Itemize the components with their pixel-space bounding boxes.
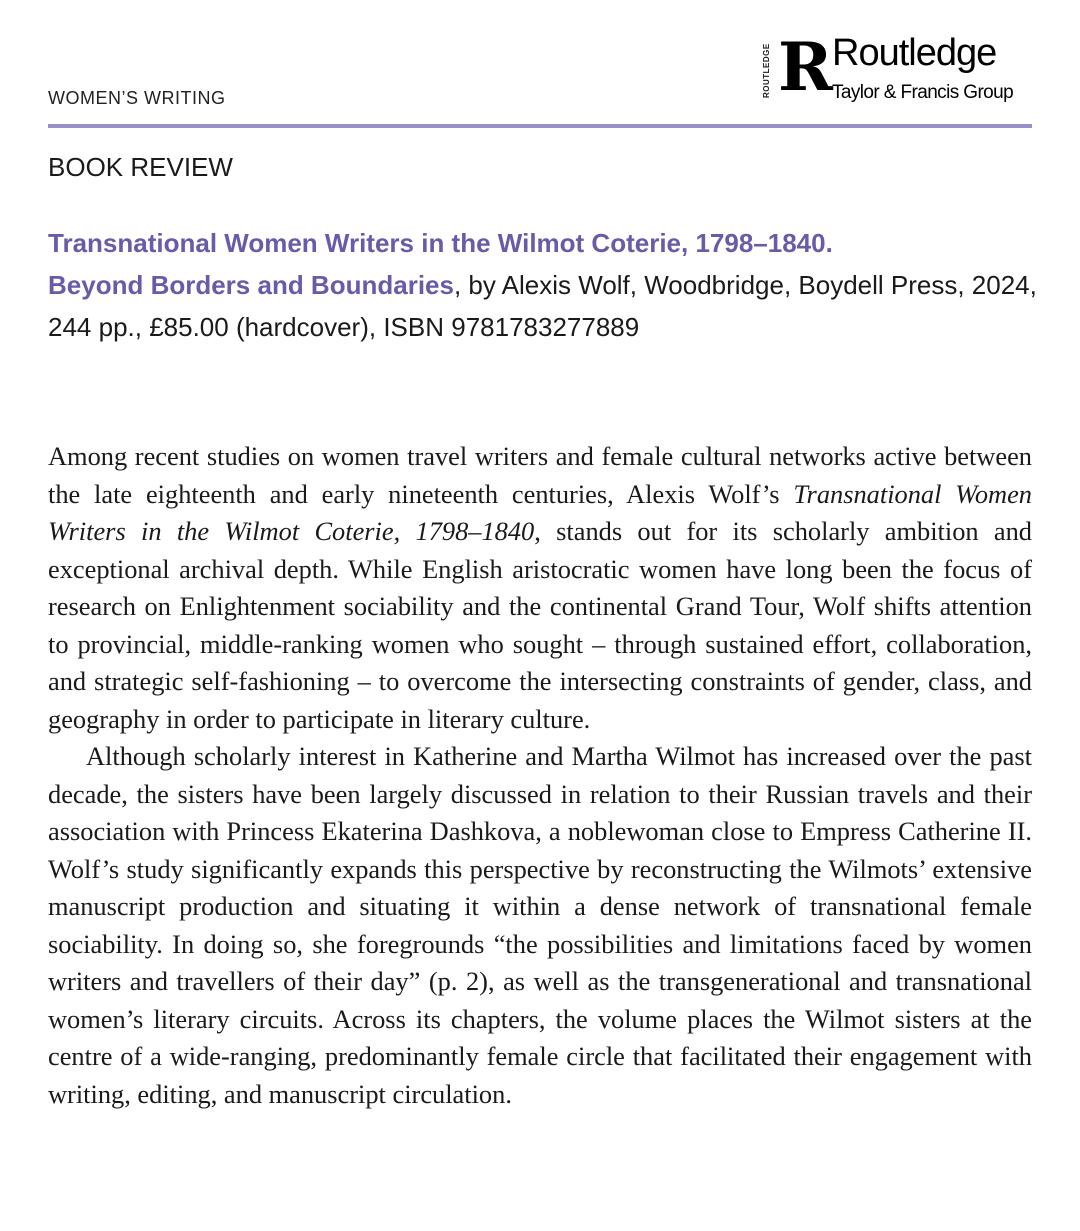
logo-vertical-text: ROUTLEDGE — [762, 43, 771, 99]
paragraph-1 — [48, 438, 1032, 738]
paragraph-1-start: Among recent studies on women travel writers and female cultural networks active between the late eighteenth and early nineteenth centuries, Alexis Wolf’s — [48, 441, 1032, 509]
publisher-group: Taylor & Francis Group — [832, 82, 1014, 103]
paragraph-1-book-title: Transnational Women Writers in the Wilmot Coterie, 1798–1840 — [48, 478, 1032, 546]
section-label: BOOK REVIEW — [48, 152, 233, 182]
book-citation — [48, 222, 1038, 348]
article-page — [48, 0, 1037, 1231]
review-body — [48, 438, 1032, 1113]
journal-name: WOMEN’S WRITING — [48, 88, 226, 108]
routledge-r-icon: R — [778, 28, 833, 106]
book-details: , by Alexis Wolf, Woodbridge, Boydell Press, 2024, 244 pp., £85.00 (hardcover), ISBN 9781783277889 — [48, 270, 1037, 342]
publisher-name: Routledge — [832, 32, 997, 74]
book-title-line2: Beyond Borders and Boundaries — [48, 270, 454, 300]
header-divider — [48, 124, 1032, 128]
paragraph-2: Although scholarly interest in Katherine and Martha Wilmot has increased over the past decade, the sisters have been largely discussed in relation to their Russian travels and their association with Princess Ekaterina Dashkova, a noblewoman close to Empress Catherine II. Wolf’s study significantly expands this perspective by reconstructing the Wilmots’ extensive manuscript production and situating it within a dense network of transnational female sociability. In doing so, she foregrounds “the possibilities and limitations faced by women writers and travellers of their day” (p. 2), as well as the transgenerational and transnational women’s literary circuits. Across its chapters, the volume places the Wilmot sisters at the centre of a wide-ranging, predominantly female circle that facilitated their engagement with writing, editing, and manuscript circulation. — [48, 741, 1032, 1109]
paragraph-1-end: , stands out for its scholarly ambition and exceptional archival depth. While English aristocratic women have long been the focus of research on Enlightenment sociability and the continental Grand Tour, Wolf shifts attention to provincial, middle-ranking women who sought – through sustained effort, collaboration, and strategic self-fashioning – to overcome the intersecting constraints of gender, class, and geography in order to participate in literary culture. — [48, 516, 1033, 734]
book-title-line1: Transnational Women Writers in the Wilmot Coterie, 1798–1840. — [48, 228, 833, 258]
routledge-logo — [762, 30, 1032, 110]
